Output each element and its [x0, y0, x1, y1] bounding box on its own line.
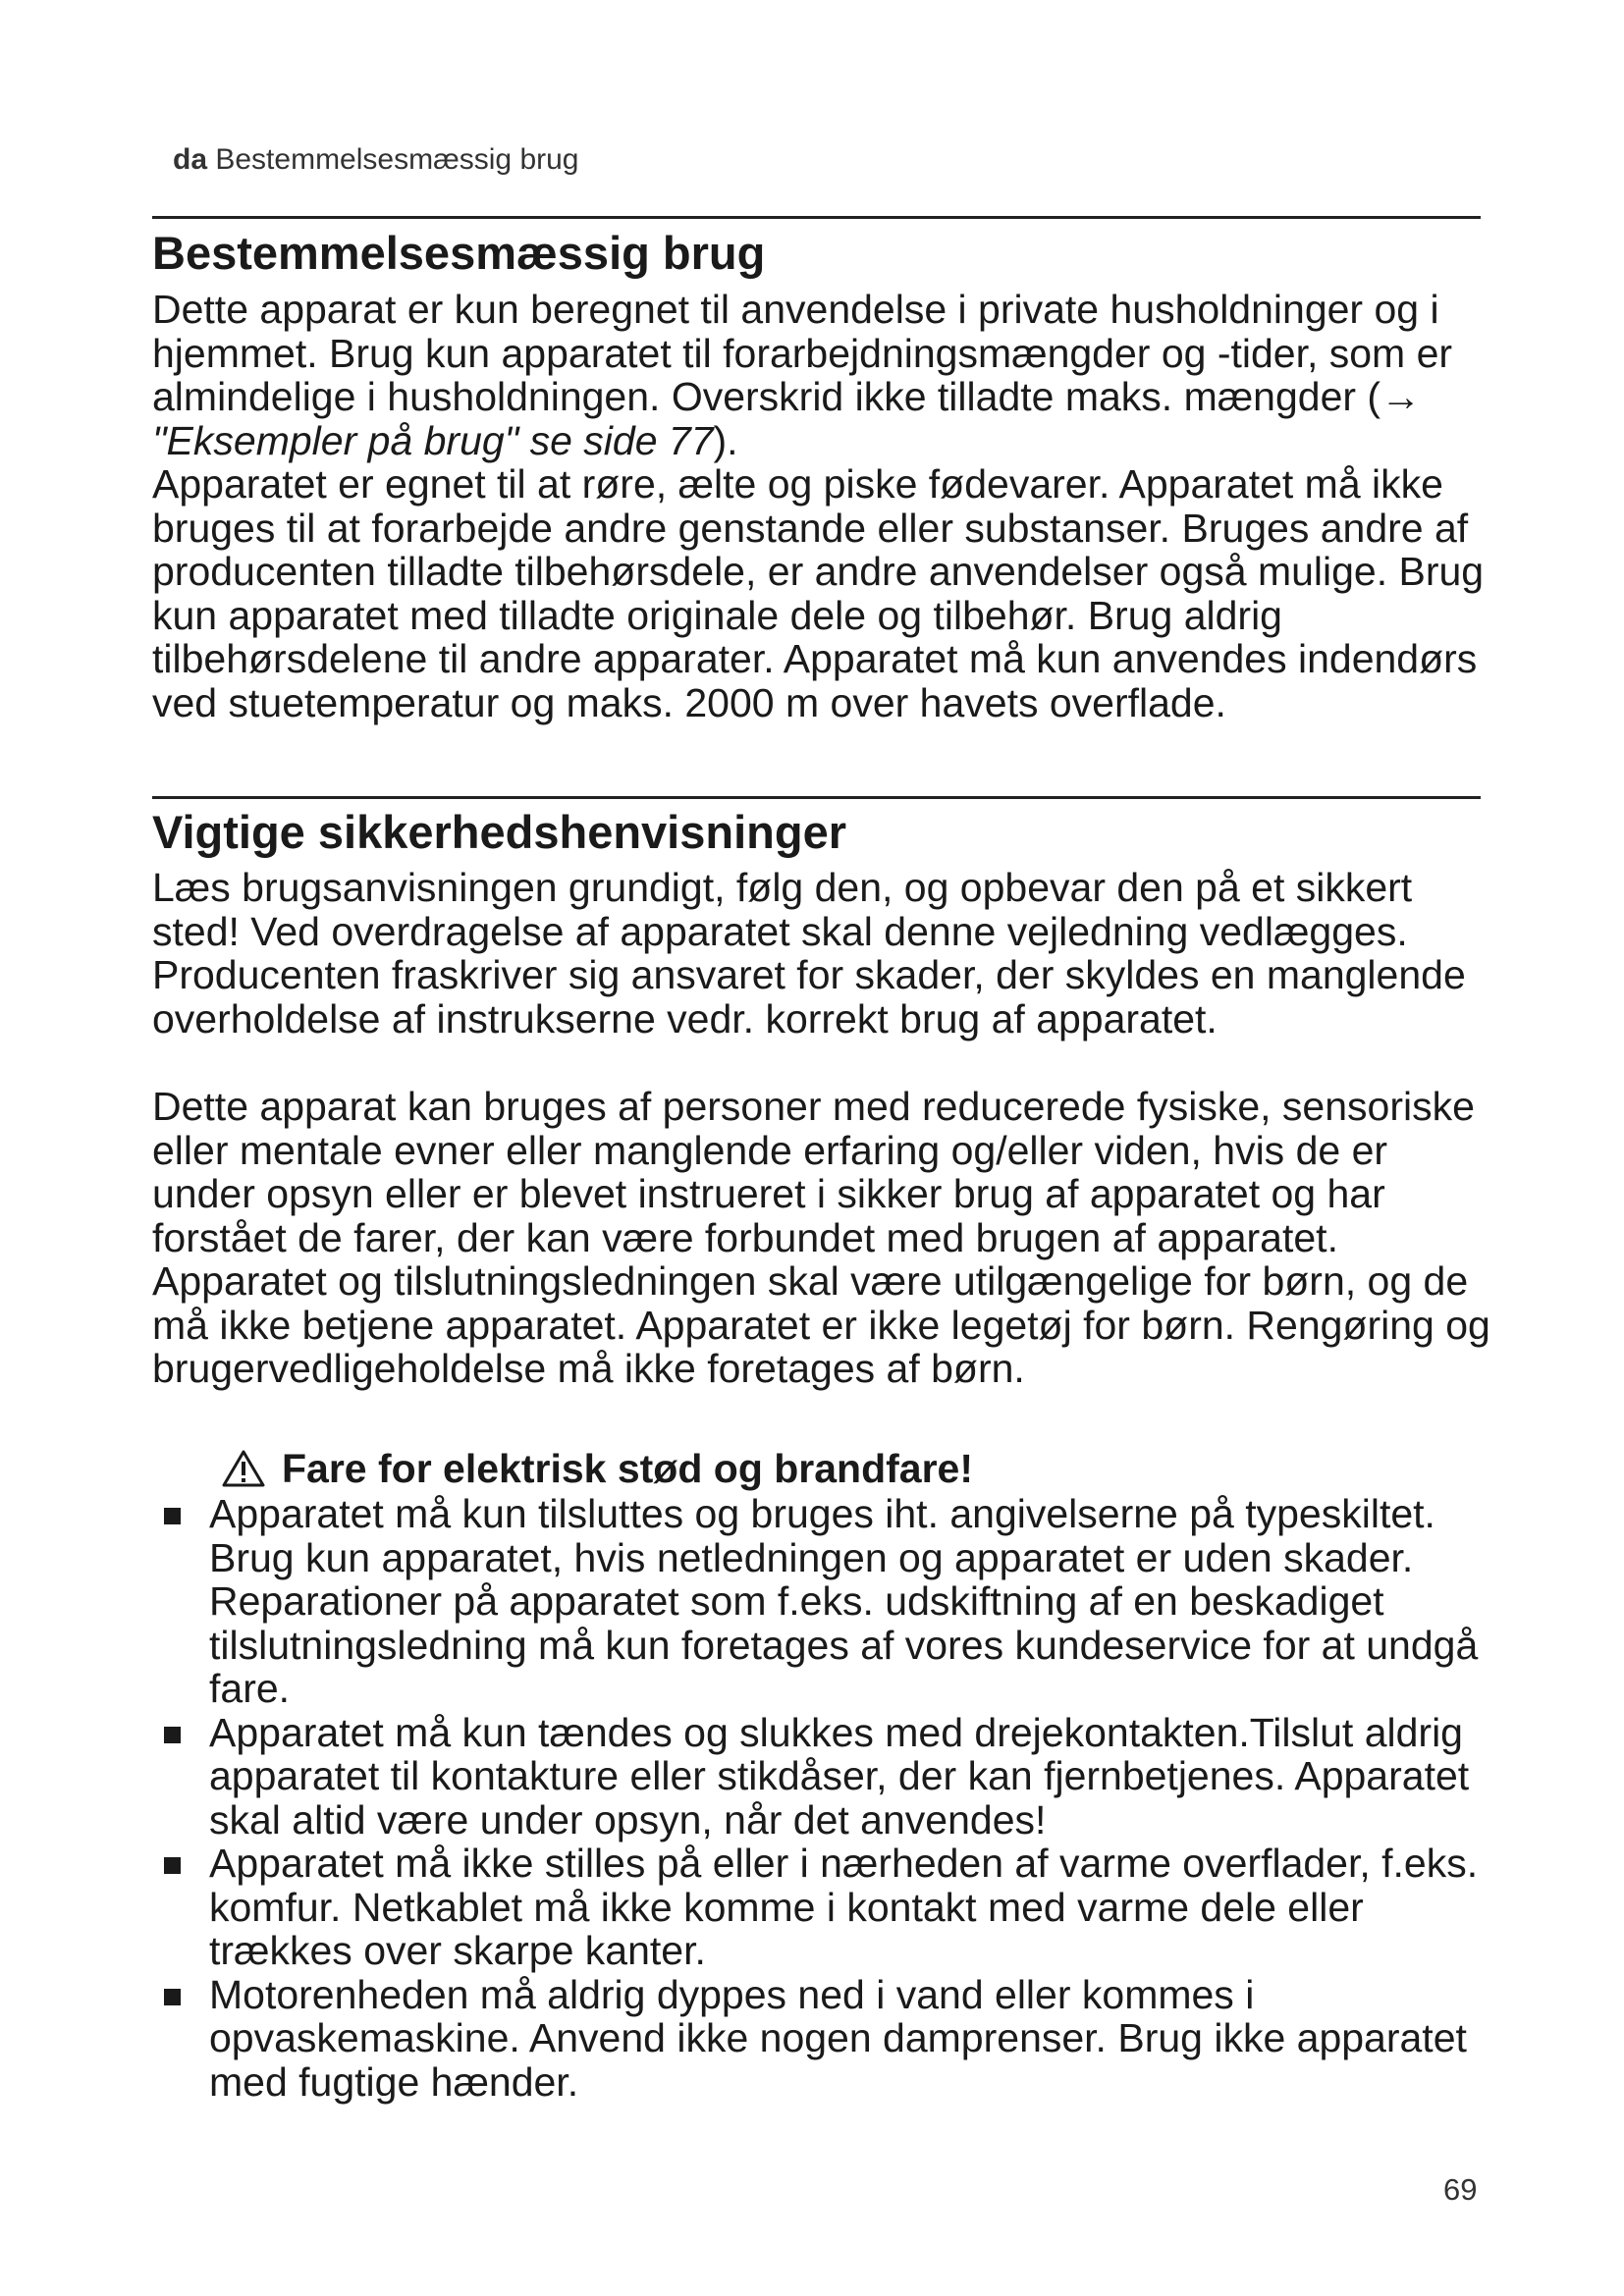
list-item-text: Apparatet må kun tændes og slukkes med drejekontakten.Tilslut aldrig apparatet til kontakture eller stikdåser, der kan fjernbetjenes. Apparatet skal altid være under opsyn, når det anvendes! [209, 1709, 1470, 1842]
intended-use-paragraph-1 [152, 288, 1492, 462]
bullet-square-icon [164, 1508, 181, 1524]
intended-use-text: Dette apparat er kun beregnet til anvendelse i private husholdninger og i hjemmet. Brug kun apparatet til forarbejdningsmængder og -tider, som er almindelige i husholdningen. Overskrid ikke tilladte maks. mængder ( [152, 287, 1453, 419]
list-item [152, 1492, 1492, 1711]
list-item [152, 1973, 1492, 2105]
section-divider [152, 216, 1481, 219]
warning-triangle-icon [221, 1449, 266, 1488]
section-divider [152, 796, 1481, 799]
running-title: Bestemmelsesmæssig brug [215, 143, 579, 176]
section-title-intended-use: Bestemmelsesmæssig brug [152, 227, 766, 279]
intended-use-paragraph-2: Apparatet er egnet til at røre, ælte og piske fødevarer. Apparatet må ikke bruges til at forarbejde andre genstande eller substanser. Bruges andre af producenten tilladte tilbehørsdele, er andre anvendelser også mulige. Brug kun apparatet med tilladte originale dele og tilbehør. Brug aldrig tilbehørsdelene til andre apparater. Apparatet må kun anvendes indendørs ved stuetemperatur og maks. 2000 m over havets overflade. [152, 461, 1485, 725]
safety-bullet-list [152, 1492, 1492, 2104]
warning-heading [221, 1445, 973, 1492]
intended-use-text-end: ). [713, 417, 738, 463]
bullet-square-icon [164, 1989, 181, 2005]
warning-title: Fare for elektrisk stød og brandfare! [282, 1446, 974, 1491]
safety-paragraph-1: Læs brugsanvisningen grundigt, følg den, og opbevar den på et sikkert sted! Ved overdragelse af apparatet skal denne vejledning vedlægges. Producenten fraskriver sig ansvaret for skader, der skyldes en manglende overholdelse af instrukserne vedr. korrekt brug af apparatet. [152, 865, 1466, 1041]
cross-reference-link[interactable]: "Eksempler på brug" se side 77 [152, 417, 714, 463]
language-code: da [173, 143, 208, 176]
bullet-square-icon [164, 1727, 181, 1743]
list-item [152, 1711, 1492, 1842]
page-number: 69 [1443, 2172, 1478, 2207]
safety-paragraph-2: Dette apparat kan bruges af personer med reducerede fysiske, sensoriske eller mentale evner eller manglende erfaring og/eller viden, hvis de er under opsyn eller er blevet instrueret i sikker brug af apparatet og har forstået de farer, der kan være forbundet med brugen af apparatet. Apparatet og tilslutningsledningen skal være utilgængelige for børn, og de må ikke betjene apparatet. Apparatet er ikke legetøj for børn. Rengøring og brugervedligeholdelse må ikke foretages af børn. [152, 1084, 1490, 1391]
list-item-text: Motorenheden må aldrig dyppes ned i vand eller kommes i opvaskemaskine. Anvend ikke nogen damprenser. Brug ikke apparatet med fugtige hænder. [209, 1971, 1467, 2105]
arrow-right-icon: → [1380, 374, 1422, 419]
list-item-text: Apparatet må ikke stilles på eller i nærheden af varme overflader, f.eks. komfur. Netkablet må ikke komme i kontakt med varme dele eller trækkes over skarpe kanter. [209, 1841, 1479, 1973]
running-header [173, 143, 578, 177]
section-title-safety: Vigtige sikkerhedshenvisninger [152, 806, 846, 858]
bullet-square-icon [164, 1857, 181, 1874]
list-item [152, 1842, 1492, 1973]
list-item-text: Apparatet må kun tilsluttes og bruges iht. angivelserne på typeskiltet. Brug kun apparatet, hvis netledningen og apparatet er uden skader. Reparationer på apparatet som f.eks. udskiftning af en beskadiget tilslutningsledning må kun foretages af vores kundeservice for at undgå fare. [209, 1491, 1479, 1711]
